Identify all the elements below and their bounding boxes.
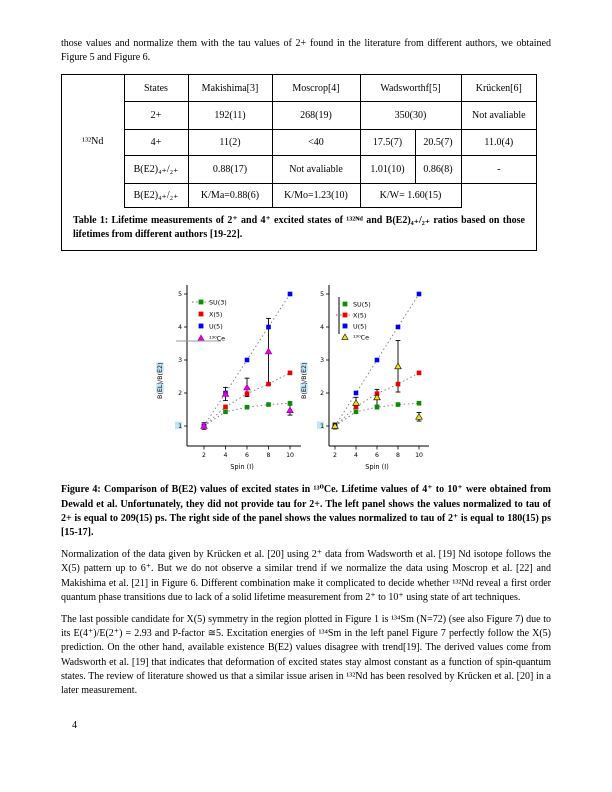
data-point-SU(5)	[417, 401, 422, 406]
table-cell: 11(2)	[188, 129, 272, 155]
legend-marker	[199, 300, 204, 305]
data-point-U(5)	[354, 391, 359, 396]
legend-marker	[342, 334, 348, 339]
x-tick-label: 8	[396, 452, 400, 460]
table-cell: 1.01(10)	[360, 155, 415, 183]
data-point-SU(5)	[396, 403, 401, 408]
data-point-¹³⁰Ce	[332, 423, 339, 429]
x-tick-label: 4	[354, 452, 358, 460]
col-header-makishima: Makishima[3]	[188, 75, 272, 101]
data-point-X(5)	[223, 405, 228, 410]
table-cell: B(E2)₄₊/₂₊	[124, 155, 188, 183]
y-tick-label: 5	[178, 291, 182, 299]
paragraph-1: Normalization of the data given by Krücken et al. [20] using 2⁺ data from Wadsworth et al. [19] Nd isotope follows the X(5) pattern up to 6⁺. But we do not observe a similar trend if we normalize the data using Moscrop et al. [22] and Makishima et al. [21] in Figure 6. Different combination make it complicated to decide whether ¹³²Nd reveal a first order quantum phase transitions due to lack of a solid lifetime measurement from 2⁺ to 10⁺ using state of art techniques.	[61, 549, 551, 603]
data-point-U(5)	[375, 358, 380, 363]
data-point-¹³⁰Ce	[244, 385, 251, 391]
legend-label: SU(5)	[353, 300, 371, 309]
paragraph-2: The last possible candidate for X(5) symmetry in the region plotted in Figure 1 is ¹³⁴Sm (N=72) (see also Figure 7) due to its E(4⁺)/E(2⁺) = 2.93 and P-factor ≅5. Excitation energies of ¹³⁴Sm in the left panel Figure 7 perfectly follow the X(5) prediction. On the other hand, available existence B(E2) values disagree with trend[19]. The derived values come from Wadsworth et al. [19] that indicates that deformation of excited states stay almost constant as a function of spin-quantum states. The review of literature showed us that a similar issue arisen in ¹³²Nd has been resolved by Krücken et al. [20] in a later measurement.	[61, 613, 551, 696]
legend-label: U(5)	[353, 322, 367, 331]
data-point-SU(5)	[375, 405, 380, 410]
legend-label: X(5)	[353, 311, 367, 320]
table-cell: K/Mo=1.23(10)	[272, 183, 360, 207]
data-point-¹³⁰Ce	[395, 363, 402, 369]
y-tick-label: 4	[320, 324, 324, 332]
data-point-SU(3)	[288, 401, 293, 406]
table-cell: K/Ma=0.88(6)	[188, 183, 272, 207]
table-row	[62, 101, 536, 129]
data-point-¹³⁰Ce	[353, 400, 360, 406]
legend	[336, 297, 371, 341]
col-header-krucken: Krücken[6]	[461, 75, 536, 101]
data-point-U(5)	[417, 292, 422, 297]
data-point-¹³⁰Ce	[265, 349, 272, 355]
x-tick-label: 8	[266, 452, 271, 460]
legend-marker	[343, 313, 348, 318]
data-point-X(5)	[266, 382, 271, 387]
legend-marker	[198, 335, 204, 340]
data-point-¹³⁰Ce	[416, 414, 423, 420]
table-row	[62, 183, 536, 207]
table-cell: -	[461, 155, 536, 183]
legend-marker	[199, 312, 204, 317]
legend-label: ¹³⁰Ce	[209, 334, 226, 343]
legend-label: ¹³⁰Ce	[353, 333, 370, 342]
panel-left	[156, 285, 301, 471]
col-header-wadsworth: Wadsworthf[5]	[360, 75, 461, 101]
table-cell: 11.0(4)	[461, 129, 536, 155]
isotope-label: ¹³²Nd	[62, 75, 124, 207]
data-point-SU(5)	[354, 410, 359, 415]
table-row	[62, 129, 536, 155]
x-tick-label: 2	[333, 452, 337, 460]
y-tick-label: 3	[320, 357, 324, 365]
table-1	[61, 74, 537, 251]
table-cell: 20.5(7)	[415, 129, 461, 155]
table-cell: 350(30)	[360, 101, 461, 129]
page-content	[61, 37, 551, 706]
y-tick-label: 4	[178, 324, 182, 332]
data-point-X(5)	[245, 392, 250, 397]
data-point-SU(3)	[223, 410, 228, 415]
col-header-states: States	[124, 75, 188, 101]
data-point-¹³⁰Ce	[201, 423, 208, 429]
table-cell: B(E2)₄₊/₂₊	[124, 183, 188, 207]
table-cell: 192(11)	[188, 101, 272, 129]
x-tick-label: 10	[415, 452, 423, 460]
data-point-SU(3)	[245, 405, 250, 410]
y-axis-label-group	[156, 363, 164, 400]
y-tick-label: 1	[178, 423, 182, 431]
table-cell: 17.5(7)	[360, 129, 415, 155]
table-cell: 4+	[124, 129, 188, 155]
col-header-moscrop: Moscrop[4]	[272, 75, 360, 101]
data-point-U(5)	[245, 358, 250, 363]
x-tick-label: 2	[202, 452, 206, 460]
x-tick-label: 10	[286, 452, 294, 460]
x-axis-label: Spin (I)	[365, 463, 389, 472]
y-tick-label: 3	[178, 357, 182, 365]
data-point-U(5)	[266, 325, 271, 330]
x-tick-label: 6	[375, 452, 379, 460]
data-point-U(5)	[396, 325, 401, 330]
data-point-U(5)	[288, 292, 293, 297]
x-tick-label: 4	[223, 452, 228, 460]
table-cell: Not avaliable	[461, 101, 536, 129]
table-row	[62, 155, 536, 183]
x-axis-label: Spin (I)	[230, 463, 254, 472]
y-axis-label: B(EL)/B(E2)	[300, 362, 308, 400]
table-cell: 268(19)	[272, 101, 360, 129]
lifetimes-table	[62, 75, 536, 208]
paragraph-intro: those values and normalize them with the tau values of 2+ found in the literature from different authors, we obtained Figure 5 and Figure 6.	[61, 38, 551, 64]
legend-marker	[343, 324, 348, 329]
data-point-¹³⁰Ce	[222, 391, 229, 397]
x-tick-label: 6	[245, 452, 249, 460]
table-cell: K/W= 1.60(15)	[360, 183, 461, 207]
legend-label: SU(3)	[209, 298, 227, 307]
data-point-X(5)	[288, 371, 293, 376]
table-cell: Not avaliable	[272, 155, 360, 183]
figure-4	[149, 277, 481, 479]
legend	[176, 299, 227, 343]
table-cell: 0.88(17)	[188, 155, 272, 183]
page-number: 4	[72, 720, 77, 731]
table-cell-empty	[461, 183, 536, 207]
y-axis-label: B(EL)/B(E2)	[156, 362, 164, 400]
table-cell: 0.86(8)	[415, 155, 461, 183]
table-caption: Table 1: Lifetime measurements of 2⁺ and 4⁺ excited states of ¹³²ᴺᵈ and B(E2)₄₊/₂₊ ratios based on those lifetimes from different authors [19-22].	[73, 214, 525, 241]
data-point-SU(3)	[266, 403, 271, 408]
legend-label: X(5)	[209, 310, 223, 319]
figure-4-chart	[149, 277, 481, 479]
y-axis-label-group	[300, 363, 308, 400]
figure-caption: Figure 4: Comparison of B(E2) values of excited states in ¹³⁰Ce. Lifetime values of 4⁺ to 10⁺ were obtained from Dewald et al. Unfortunately, they did not provide tau for 2+. The left panel shows the values normalized to tau of 2+ is equal to 209(15) ps. The right side of the panel shows the values normalized to tau of 2⁺ is equal to 180(15) ps [15-17].	[61, 484, 551, 538]
y-tick-label: 2	[178, 390, 182, 398]
panel-right	[300, 285, 429, 471]
y-tick-label: 2	[320, 390, 324, 398]
legend-label: U(5)	[209, 322, 223, 331]
data-point-X(5)	[396, 382, 401, 387]
data-point-X(5)	[417, 371, 422, 376]
legend-marker	[343, 302, 348, 307]
table-cell: 2+	[124, 101, 188, 129]
y-tick-label: 5	[320, 291, 324, 299]
data-point-¹³⁰Ce	[287, 407, 294, 413]
legend-marker	[199, 324, 204, 329]
table-cell: <40	[272, 129, 360, 155]
y-tick-label: 1	[320, 423, 324, 431]
